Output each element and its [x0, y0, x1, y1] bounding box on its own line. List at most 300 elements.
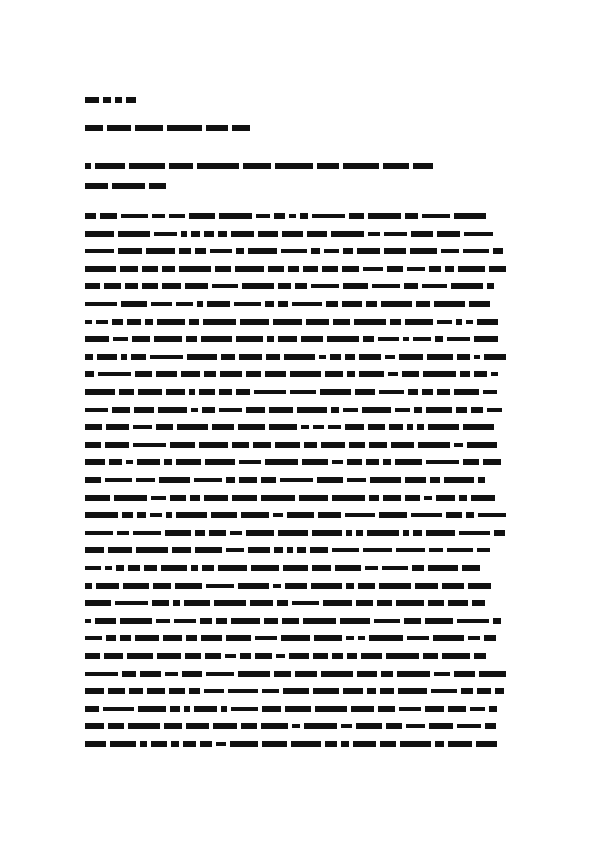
text-word [332, 495, 365, 501]
text-word [170, 495, 186, 501]
text-word [191, 565, 198, 571]
text-word [289, 214, 296, 218]
text-word [457, 354, 470, 360]
text-word [127, 653, 153, 659]
text-word [463, 424, 494, 430]
text-word [137, 512, 146, 518]
text-word [189, 213, 215, 219]
text-word [96, 320, 108, 324]
text-word [356, 723, 382, 729]
text-word [274, 213, 285, 219]
text-word [133, 531, 161, 535]
text-word [346, 583, 354, 589]
text-word [187, 354, 217, 360]
text-word [444, 477, 474, 483]
text-word [349, 442, 365, 448]
text-word [125, 283, 138, 289]
body-text-line [85, 721, 510, 731]
text-word [214, 600, 246, 606]
body-text-line [85, 704, 510, 714]
text-word [357, 671, 377, 677]
text-word [230, 531, 242, 535]
text-word [85, 619, 91, 623]
text-word [231, 707, 258, 711]
text-word [306, 319, 329, 325]
text-word [433, 635, 464, 641]
text-word [276, 654, 285, 658]
text-word [407, 424, 413, 430]
text-word [169, 688, 185, 694]
text-word [191, 231, 200, 237]
text-word [169, 214, 185, 218]
text-word [238, 583, 269, 589]
text-word [262, 741, 287, 747]
text-word [369, 442, 387, 448]
text-word [220, 371, 242, 377]
text-word [299, 495, 328, 501]
text-word [341, 724, 352, 728]
text-word [120, 266, 138, 272]
text-word [343, 248, 353, 254]
text-word [105, 478, 132, 482]
text-word [158, 407, 187, 413]
text-word [153, 583, 171, 589]
text-word [211, 512, 237, 518]
text-word [347, 459, 362, 465]
text-word [122, 671, 136, 677]
text-word [454, 389, 479, 395]
text-word [120, 618, 152, 624]
text-word [103, 707, 134, 711]
text-word [405, 213, 418, 219]
body-text-line [85, 598, 510, 608]
text-word [195, 547, 222, 553]
text-word [307, 231, 327, 237]
text-word [400, 741, 431, 747]
text-word [302, 459, 328, 465]
text-word [330, 354, 341, 360]
text-word [454, 213, 486, 219]
text-word [412, 565, 424, 571]
text-word [226, 548, 244, 552]
text-word [85, 688, 104, 694]
text-word [114, 495, 147, 501]
text-word [230, 741, 258, 747]
text-word [406, 724, 425, 728]
text-word [251, 565, 279, 571]
text-word [370, 477, 401, 483]
text-word [359, 354, 381, 360]
text-word [369, 635, 403, 641]
text-word [471, 495, 495, 501]
body-text-line [85, 422, 510, 432]
text-word [291, 741, 321, 747]
text-word [154, 336, 182, 342]
text-word [146, 248, 175, 254]
text-word [164, 459, 172, 465]
text-word [269, 424, 297, 430]
text-word [382, 566, 408, 570]
text-word [411, 231, 433, 237]
text-word [476, 741, 497, 747]
text-word [474, 653, 486, 659]
text-word [218, 231, 227, 237]
text-word [451, 283, 483, 289]
text-word [469, 301, 490, 307]
document-subtitle-line-2 [85, 181, 170, 191]
text-word [98, 372, 131, 376]
text-word [422, 389, 433, 395]
text-word [425, 618, 453, 624]
text-word [106, 424, 129, 430]
text-word [317, 477, 343, 483]
text-word [437, 231, 460, 237]
text-word [150, 513, 162, 517]
text-word [356, 530, 363, 536]
text-word [387, 266, 403, 272]
text-word [239, 460, 261, 464]
text-word [466, 320, 473, 324]
text-word [466, 512, 474, 518]
text-word [369, 495, 379, 501]
text-word [290, 390, 316, 394]
text-word [448, 706, 466, 712]
text-word [215, 266, 231, 272]
text-word [366, 301, 377, 307]
text-word [232, 442, 249, 448]
text-word [335, 565, 361, 571]
text-word [408, 389, 418, 395]
text-word [355, 389, 375, 395]
text-word [468, 583, 491, 589]
text-word [304, 442, 317, 448]
text-word [219, 213, 252, 219]
text-word [85, 389, 115, 395]
text-word [333, 319, 350, 325]
text-word [491, 372, 498, 376]
text-word [142, 283, 158, 289]
text-word [106, 635, 116, 641]
text-word [310, 547, 328, 553]
text-word [437, 320, 452, 324]
text-word [120, 635, 131, 641]
text-word [313, 425, 324, 429]
body-text-line [85, 457, 510, 467]
text-word [295, 671, 317, 677]
text-word [269, 407, 293, 413]
text-word [85, 583, 92, 589]
text-word [423, 371, 456, 377]
text-word [115, 601, 148, 605]
text-word [221, 706, 227, 712]
text-word [236, 389, 250, 395]
text-word [399, 707, 421, 711]
text-word [145, 319, 153, 325]
text-word [121, 354, 127, 360]
text-word [176, 459, 201, 465]
text-word [287, 512, 314, 518]
text-word [372, 284, 400, 288]
text-word [265, 301, 274, 307]
text-word [435, 741, 444, 747]
text-word [478, 477, 485, 483]
text-word [246, 407, 265, 413]
body-text-line [85, 299, 510, 309]
text-word [85, 706, 99, 712]
text-word [314, 635, 342, 641]
text-word [312, 214, 345, 218]
text-word [189, 389, 195, 395]
text-word [179, 248, 191, 254]
text-word [138, 389, 162, 395]
text-word [321, 442, 345, 448]
text-word [423, 653, 438, 659]
text-word [108, 688, 125, 694]
text-word [105, 566, 112, 570]
text-word [231, 231, 254, 237]
text-word [346, 530, 352, 536]
text-word [261, 477, 276, 483]
body-text-line [85, 440, 510, 450]
text-word [85, 442, 101, 448]
text-word [428, 424, 459, 430]
text-word [216, 742, 226, 746]
text-word [85, 741, 106, 747]
text-word [204, 231, 214, 237]
text-word [110, 741, 136, 747]
text-word [136, 478, 155, 482]
text-word [183, 741, 196, 747]
text-word [407, 267, 425, 271]
text-word [142, 266, 158, 272]
body-text-line [85, 229, 510, 239]
text-word [85, 371, 94, 377]
text-word [166, 512, 172, 518]
text-word [474, 371, 487, 377]
text-word [228, 689, 258, 693]
text-word [467, 442, 497, 448]
text-word [181, 231, 187, 237]
text-word [175, 583, 202, 589]
text-word [132, 336, 150, 342]
text-word [456, 319, 462, 325]
text-word [384, 248, 406, 254]
text-word [157, 653, 181, 659]
text-word [367, 530, 399, 536]
text-word [478, 513, 506, 517]
text-word [429, 266, 441, 272]
text-word [176, 302, 193, 306]
text-word [489, 266, 506, 272]
text-word [162, 266, 175, 272]
text-word [85, 723, 104, 729]
text-word [248, 248, 277, 254]
text-word [170, 706, 180, 712]
text-word [395, 408, 410, 412]
text-word [96, 583, 119, 589]
text-word [425, 706, 444, 712]
text-word [151, 496, 166, 500]
text-word [384, 232, 407, 236]
text-word [493, 248, 503, 254]
text-word [195, 530, 205, 536]
text-word [377, 600, 392, 606]
text-word [414, 407, 422, 413]
text-word [219, 408, 242, 412]
text-word [318, 512, 341, 518]
text-word [415, 583, 438, 589]
text-word [185, 283, 208, 289]
text-word [216, 618, 227, 624]
text-word [133, 443, 166, 447]
body-text-line [85, 246, 510, 256]
text-word [474, 355, 480, 359]
text-word [391, 442, 414, 448]
text-word [477, 548, 490, 552]
text-word [459, 495, 467, 501]
text-word [119, 389, 134, 395]
body-text-line [85, 686, 510, 696]
body-text-line [85, 475, 510, 485]
text-word [313, 653, 328, 659]
text-word [200, 618, 212, 624]
text-word [226, 477, 235, 483]
text-word [250, 600, 273, 606]
text-word [274, 671, 291, 677]
text-word [292, 601, 319, 605]
text-word [85, 477, 101, 483]
text-word [166, 389, 185, 395]
text-word [184, 706, 190, 712]
text-word [303, 618, 336, 624]
text-word [395, 459, 422, 465]
text-word [347, 371, 355, 377]
text-word [225, 654, 236, 658]
text-word [152, 600, 169, 606]
text-word [151, 741, 167, 747]
text-word [136, 547, 168, 553]
text-word [430, 477, 440, 483]
text-word [236, 336, 263, 342]
text-word [385, 355, 395, 359]
text-word [201, 635, 222, 641]
text-word [112, 407, 130, 413]
text-word [264, 618, 278, 624]
text-word [383, 495, 401, 501]
text-word [454, 671, 475, 677]
text-word [186, 635, 197, 641]
text-word [121, 301, 147, 307]
text-word [131, 354, 146, 360]
text-word [159, 477, 190, 483]
text-word [241, 723, 257, 729]
text-word [285, 706, 311, 712]
text-word [484, 354, 506, 360]
text-word [85, 266, 116, 272]
text-word [354, 319, 386, 325]
text-word [396, 600, 424, 606]
text-word [325, 371, 343, 377]
text-word [388, 372, 398, 376]
text-word [151, 302, 172, 306]
text-word [157, 319, 185, 325]
text-word [204, 371, 216, 377]
text-word [202, 565, 214, 571]
text-word [495, 688, 504, 694]
text-word [118, 248, 142, 254]
text-word [422, 214, 450, 218]
text-word [321, 671, 353, 677]
text-word [405, 495, 420, 501]
text-word [85, 302, 117, 306]
text-word [238, 424, 265, 430]
text-word [156, 619, 170, 623]
text-word [320, 389, 351, 395]
text-word [460, 371, 470, 377]
text-word [363, 548, 392, 552]
text-word [416, 301, 430, 307]
text-word [128, 565, 140, 571]
text-word [418, 442, 450, 448]
text-word [135, 371, 152, 377]
text-word [265, 371, 286, 377]
text-word [402, 371, 419, 377]
text-word [322, 266, 338, 272]
text-word [434, 672, 450, 676]
text-word [323, 600, 352, 606]
text-word [235, 266, 264, 272]
text-word [156, 371, 177, 377]
text-word [165, 672, 178, 676]
text-word [292, 302, 322, 306]
text-word [332, 653, 343, 659]
body-text-line [85, 510, 510, 520]
text-word [483, 459, 501, 465]
text-word [122, 512, 133, 518]
body-text-line [85, 739, 510, 749]
text-word [398, 688, 427, 694]
text-word [255, 653, 272, 659]
text-word [240, 319, 269, 325]
text-word [85, 354, 93, 360]
text-word [301, 425, 309, 429]
text-word [121, 214, 148, 218]
text-word [104, 283, 121, 289]
text-word [242, 283, 274, 289]
text-word [200, 741, 212, 747]
text-word [428, 565, 458, 571]
text-word [367, 688, 376, 694]
body-text-line [85, 352, 510, 362]
text-word [165, 530, 191, 536]
body-text-line [85, 528, 510, 538]
text-word [164, 723, 182, 729]
text-word [255, 636, 277, 640]
text-word [204, 495, 228, 501]
text-word [189, 688, 200, 694]
text-word [273, 319, 302, 325]
text-word [347, 653, 357, 659]
body-text-line [85, 669, 510, 679]
text-word [349, 213, 364, 219]
text-word [312, 565, 331, 571]
body-text-line [85, 405, 510, 415]
text-word [363, 267, 383, 271]
text-word [290, 371, 321, 377]
text-word [405, 319, 433, 325]
text-word [219, 389, 232, 395]
text-word [170, 442, 195, 448]
